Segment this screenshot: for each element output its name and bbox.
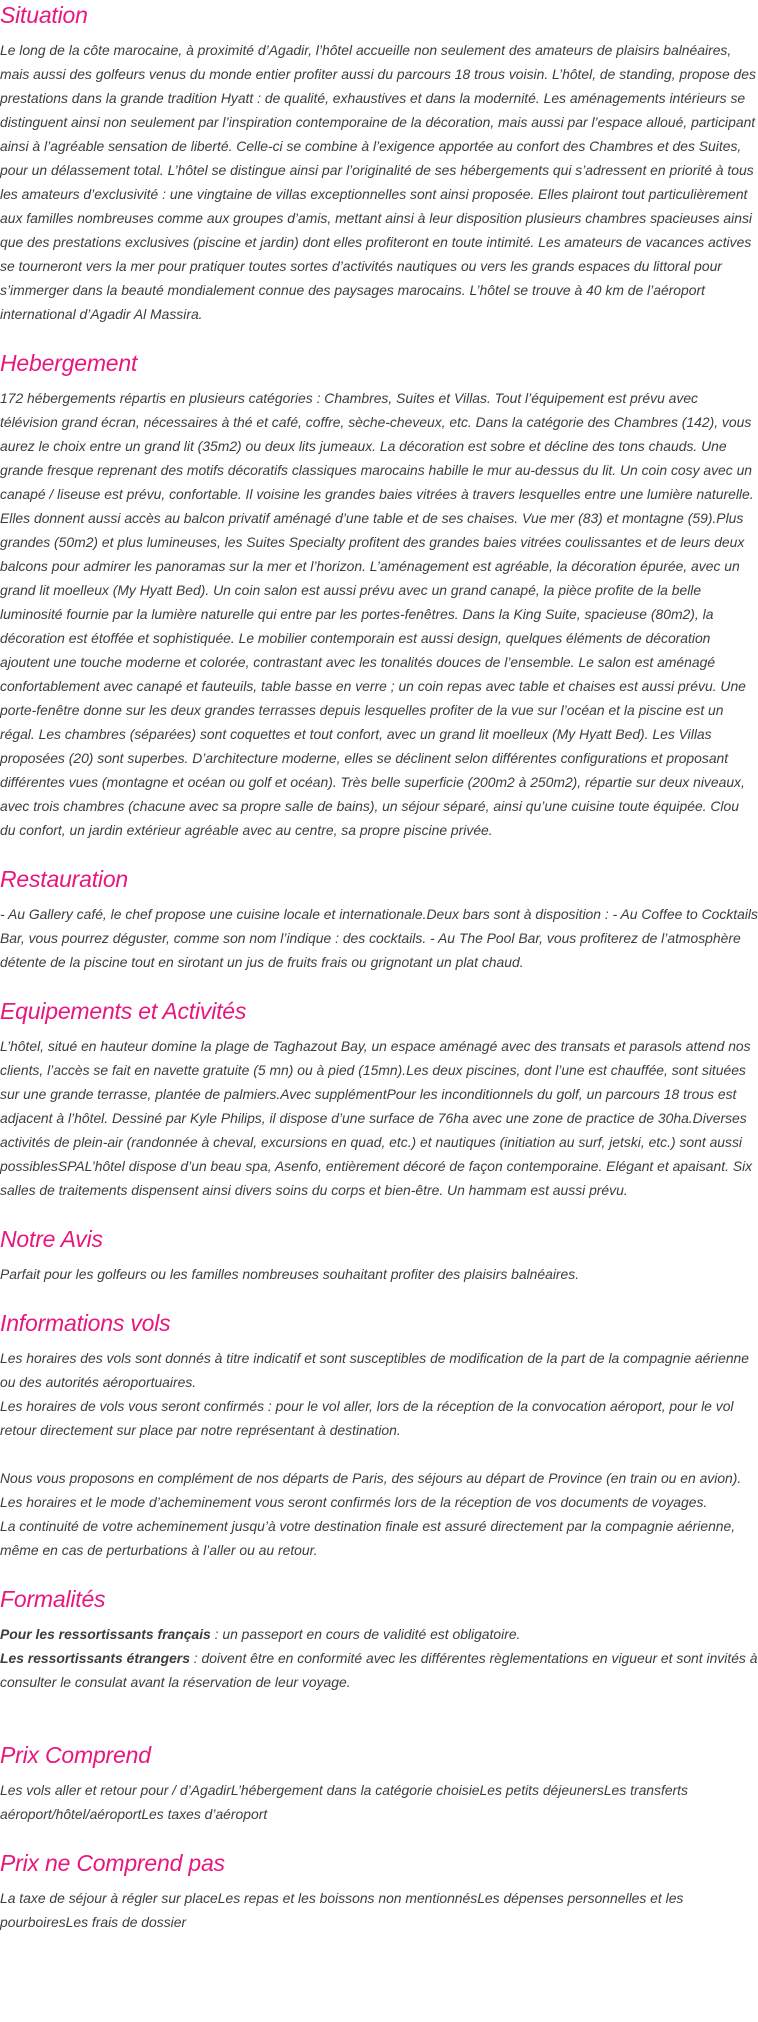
vols-text-2: Les horaires de vols vous seront confirmés : pour le vol aller, lors de la réception de la convocation aéroport, pour le vol retour directement sur place par notre représentant à destination. [0,1398,734,1438]
section-informations-vols [0,1309,758,1562]
vols-text-3: Nous vous proposons en complément de nos départs de Paris, des séjours au départ de Province (en train ou en avion). [0,1470,742,1486]
prix-comprend-text: Les vols aller et retour pour / d’AgadirL’hébergement dans la catégorie choisieLes petits déjeunersLes transferts aéroport/hôtel/aéroportLes taxes d’aéroport [0,1782,688,1822]
section-title-situation: Situation [0,2,88,28]
section-title-prix-comprend: Prix Comprend [0,1742,151,1768]
notre-avis-text: Parfait pour les golfeurs ou les familles nombreuses souhaitant profiter des plaisirs balnéaires. [0,1266,580,1282]
vols-text-1: Les horaires des vols sont donnés à titre indicatif et sont susceptibles de modification de la part de la compagnie aérienne ou des autorités aéroportuaires. [0,1350,749,1390]
section-prix-comprend [0,1741,758,1826]
restauration-text: - Au Gallery café, le chef propose une cuisine locale et internationale.Deux bars sont à disposition : - Au Coffee to Cocktails Bar, vous pourrez déguster, comme son nom l’indique : des cocktails. - Au The Pool Bar, vous profiterez de l’atmosphère détente de la piscine tout en sirotant un jus de fruits frais ou grignotant un plat chaud. [0,906,758,970]
prix-ne-comprend-pas-text: La taxe de séjour à régler sur placeLes repas et les boissons non mentionnésLes dépenses personnelles et les pourboiresLes frais de dossier [0,1890,684,1930]
section-title-informations-vols: Informations vols [0,1310,171,1336]
section-situation [0,0,758,326]
formalites-francais-text: : un passeport en cours de validité est obligatoire. [210,1626,521,1642]
hebergement-text: 172 hébergements répartis en plusieurs catégories : Chambres, Suites et Villas. Tout l’équipement est prévu avec télévision grand écran, nécessaires à thé et café, coffre, sèche-cheveux, etc. Dans la catégorie des Chambres (142), vous aurez le choix entre un grand lit (35m2) ou deux lits jumeaux. La décoration est sobre et décline des tons chauds. Une grande fresque reprenant des motifs décoratifs classiques marocains habille le mur au-dessus du lit. Un coin cosy avec un canapé / liseuse est prévu, confortable. Il voisine les grandes baies vitrées à travers lesquelles entre une lumière naturelle. Elles donnent aussi accès au balcon privatif aménagé d’une table et de ses chaises. Vue mer (83) et montagne (59).Plus grandes (50m2) et plus lumineuses, les Suites Specialty profitent des grandes baies vitrées coulissantes et de leurs deux balcons pour admirer les panoramas sur la mer et l’horizon. L’aménagement est agréable, la décoration épurée, avec un grand lit moelleux (My Hyatt Bed). Un coin salon est aussi prévu avec un grand canapé, la pièce profite de la belle luminosité fournie par la lumière naturelle qui entre par les portes-fenêtres. Dans la King Suite, spacieuse (80m2), la décoration est étoffée et sophistiquée. Le mobilier contemporain est aussi design, quelques éléments de décoration ajoutent une touche moderne et colorée, contrastant avec les tonalités douces de l’ensemble. Le salon est aménagé confortablement avec canapé et fauteuils, table basse en verre ; un coin repas avec table et chaises est aussi prévu. Une porte-fenêtre donne sur les deux grandes terrasses depuis lesquelles profiter de la vue sur l’océan et la piscine est un régal. Les chambres (séparées) sont coquettes et tout confort, avec un grand lit moelleux (My Hyatt Bed). Les Villas proposées (20) sont superbes. D’architecture moderne, elles se déclinent selon différentes configurations et proposant différentes vues (montagne et océan ou golf et océan). Très belle superficie (200m2 à 250m2), répartie sur deux niveaux, avec trois chambres (chacune avec sa propre salle de bains), un séjour séparé, ainsi qu’une cuisine toute équipée. Clou du confort, un jardin extérieur agréable avec au centre, sa propre piscine privée. [0,390,754,838]
section-title-formalites: Formalités [0,1586,106,1612]
vols-text-5: La continuité de votre acheminement jusqu’à votre destination finale est assuré directement par la compagnie aérienne, même en cas de perturbations à l’aller ou au retour. [0,1518,736,1558]
section-title-notre-avis: Notre Avis [0,1226,103,1252]
section-prix-ne-comprend-pas [0,1849,758,1934]
vols-blank-line [0,1442,758,1466]
section-title-restauration: Restauration [0,866,129,892]
equipements-text: L’hôtel, situé en hauteur domine la plage de Taghazout Bay, un espace aménagé avec des transats et parasols attend nos clients, l’accès se fait en navette gratuite (5 mn) ou à pied (15mn).Les deux piscines, dont l’une est chauffée, sont situées sur une grande terrasse, plantée de palmiers.Avec supplémentPour les inconditionnels du golf, un parcours 18 trous est adjacent à l’hôtel. Dessiné par Kyle Philips, il dispose d’une surface de 76ha avec une zone de practice de 30ha.Diverses activités de plein-air (randonnée à cheval, excursions en quad, etc.) et nautiques (initiation au surf, jetski, etc.) sont aussi possiblesSPAL’hôtel dispose d’un beau spa, Asenfo, entièrement décoré de façon contemporaine. Elégant et apaisant. Six salles de traitements dispensent ainsi divers soins du corps et bien-être. Un hammam est aussi prévu. [0,1038,753,1198]
section-equipements [0,997,758,1202]
formalites-francais [0,1622,758,1646]
formalites-etrangers-text: : doivent être en conformité avec les différentes règlementations en vigueur et sont invités à consulter le consulat avant la réservation de leur voyage. [0,1650,758,1690]
section-restauration [0,865,758,974]
formalites-francais-label: Pour les ressortissants français [0,1626,211,1642]
section-hebergement [0,349,758,842]
situation-text: Le long de la côte marocaine, à proximité d’Agadir, l’hôtel accueille non seulement des amateurs de plaisirs balnéaires, mais aussi des golfeurs venus du monde entier profiter aussi du parcours 18 trous voisin. L’hôtel, de standing, propose des prestations dans la grande tradition Hyatt : de qualité, exhaustives et dans la modernité. Les aménagements intérieurs se distinguent ainsi non seulement par l’inspiration contemporaine de la décoration, mais aussi par l’espace alloué, participant ainsi à l’agréable sensation de liberté. Celle-ci se combine à l’exigence apportée au confort des Chambres et des Suites, pour un délassement total. L’hôtel se distingue ainsi par l’originalité de ses hébergements qui s’adressent en priorité à tous les amateurs d’exclusivité : une vingtaine de villas exceptionnelles sont ainsi proposée. Elles plairont tout particulièrement aux familles nombreuses comme aux groupes d’amis, mettant ainsi à leur disposition plusieurs chambres spacieuses ainsi que des prestations exclusives (piscine et jardin) dont elles profiteront en toute intimité. Les amateurs de vacances actives se tourneront vers la mer pour pratiquer toutes sortes d’activités nautiques ou vers les grands espaces du littoral pour s’immerger dans la beauté mondialement connue des paysages marocains. L’hôtel se trouve à 40 km de l’aéroport international d’Agadir Al Massira. [0,42,756,322]
vols-text-4: Les horaires et le mode d’acheminement vous seront confirmés lors de la réception de vos documents de voyages. [0,1494,708,1510]
section-notre-avis [0,1225,758,1286]
formalites-etrangers [0,1646,758,1694]
section-title-equipements: Equipements et Activités [0,998,247,1024]
section-title-prix-ne-comprend-pas: Prix ne Comprend pas [0,1850,225,1876]
section-title-hebergement: Hebergement [0,350,138,376]
formalites-etrangers-label: Les ressortissants étrangers [0,1650,190,1666]
section-formalites [0,1585,758,1694]
